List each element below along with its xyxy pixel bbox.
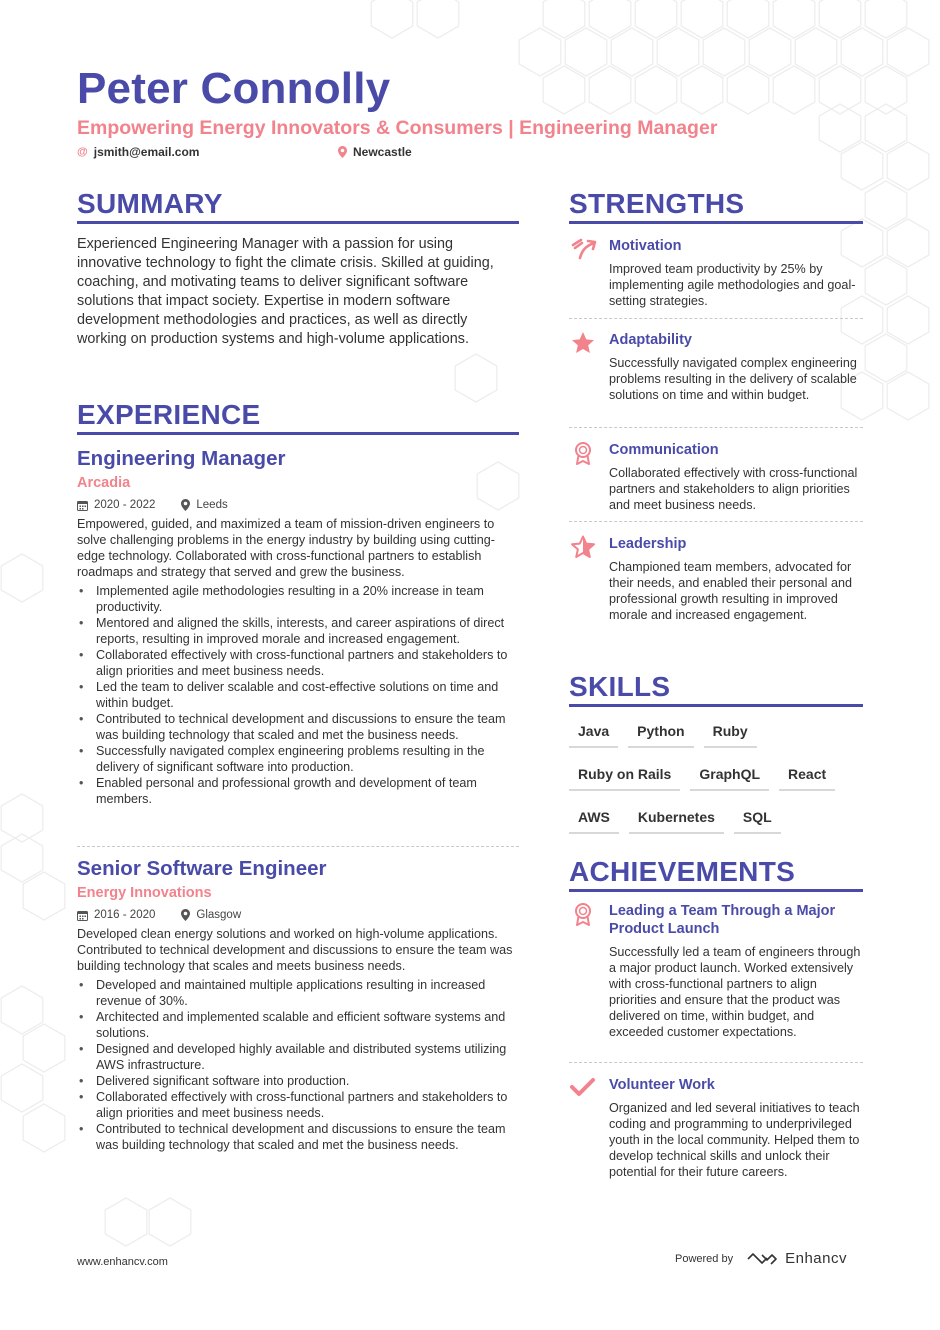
summary-text: Experienced Engineering Manager with a passion for using innovative technology to fight the climate crisis. Skilled at guiding, coaching, and motivating teams to deliver significant software solutions that impact society. Expertise in modern software development methodologies and practices, as well as directly working on production systems and high-volume applications. [77,236,494,347]
powered-by-label: Powered by [675,1252,734,1265]
bullet-item: • Contributed to technical development and discussions to ensure the team was building technology that scaled and met the business needs. [77,1121,519,1153]
at-icon: @ [77,146,88,158]
bullet-item: • Architected and implemented scalable and efficient software systems and solutions. [77,1009,519,1041]
item-divider [569,521,863,522]
strength-item [569,441,863,513]
strength-title: Motivation [609,238,682,254]
skill-tag: Java [569,716,618,748]
skills-row [569,802,863,834]
job-description: Developed clean energy solutions and worked on high-volume applications. Contributed to technical development and discussions to ensure the team was building technology that scales and meets business needs. [77,927,513,973]
star-icon [569,331,599,355]
skill-tag: SQL [734,802,781,834]
strength-title: Adaptability [609,332,692,348]
achievement-item [569,902,863,1040]
bullet-item: • Contributed to technical development and discussions to ensure the team was building technology that scaled and met the business needs. [77,711,519,743]
contact-email[interactable] [77,145,199,159]
strength-title: Leadership [609,536,687,552]
bullet-item: • Delivered significant software into production. [77,1073,519,1089]
job-entry-2 [77,856,519,1153]
job-meta [77,498,519,512]
job-bullets [77,977,519,1153]
bullet-item: • Implemented agile methodologies resulting in a 20% increase in team productivity. [77,583,519,615]
job-entry-1 [77,446,519,807]
experience-heading: EXPERIENCE [77,399,519,435]
strength-title: Communication [609,442,719,458]
job-location: Leeds [196,499,228,511]
strength-item [569,535,863,623]
skill-tag: React [779,759,835,791]
skill-tag: Python [628,716,693,748]
checkmark-icon [569,1076,599,1100]
strength-desc: Championed team members, advocated for their needs, and enabled their personal and professional growth resulting in improved morale and increased engagement. [609,560,852,622]
item-divider [569,427,863,428]
calendar-icon [77,910,88,921]
candidate-name: Peter Connolly [77,64,391,113]
summary-heading: SUMMARY [77,188,519,224]
achievement-title: Volunteer Work [609,1077,715,1093]
skill-tag: Ruby [704,716,757,748]
job-title: Senior Software Engineer [77,857,327,880]
bullet-item: • Collaborated effectively with cross-functional partners and stakeholders to align priorities and meet business needs. [77,647,519,679]
skills-heading: SKILLS [569,671,863,707]
rocket-arrow-icon [569,237,599,261]
job-divider [77,846,519,847]
achievement-title: Leading a Team Through a Major Product Launch [609,903,836,937]
skill-tag: Ruby on Rails [569,759,680,791]
location-pin-icon [181,499,190,511]
skill-tag: Kubernetes [629,802,724,834]
calendar-icon [77,500,88,511]
achievement-desc: Organized and led several initiatives to teach coding and programming to underprivileged youth in the local community. Helped them to develop technical skills and unlock their potential for their future careers. [609,1101,860,1179]
strengths-heading: STRENGTHS [569,188,863,224]
item-divider [569,1062,863,1063]
skills-row [569,759,863,791]
strength-item [569,237,863,309]
strength-desc: Collaborated effectively with cross-functional partners and stakeholders to align priorities and meet business needs. [609,466,858,512]
contact-location [338,145,412,159]
enhancv-logo-icon [745,1251,779,1267]
star-outline-icon [569,535,599,559]
skills-row [569,716,863,748]
location-text: Newcastle [353,145,412,159]
skill-tag: GraphQL [690,759,769,791]
bullet-item: • Enabled personal and professional growth and development of team members. [77,775,519,807]
footer-branding[interactable] [675,1250,847,1267]
job-location: Glasgow [196,909,242,921]
job-bullets [77,583,519,807]
bullet-item: • Developed and maintained multiple applications resulting in increased revenue of 30%. [77,977,519,1009]
bullet-item: • Mentored and aligned the skills, interests, and career aspirations of direct reports, resulting in improved morale and increased engagement. [77,615,519,647]
footer-website[interactable]: www.enhancv.com [77,1256,168,1268]
job-meta [77,908,519,922]
bullet-item: • Led the team to deliver scalable and cost-effective solutions on time and within budget. [77,679,519,711]
skills-list [569,716,863,845]
company-name: Arcadia [77,475,131,491]
location-pin-icon [338,146,347,158]
item-divider [569,318,863,319]
strength-desc: Successfully navigated complex engineering problems resulting in the delivery of scalable solutions on time and within budget. [609,356,857,402]
location-pin-icon [181,909,190,921]
achievement-desc: Successfully led a team of engineers through a major product launch. Worked extensively with cross-functional partners to align priorities and ensure that the product was delivered on time, within budget, and exceeded customer expectations. [609,945,861,1039]
job-dates: 2020 - 2022 [94,499,156,511]
achievement-item [569,1076,863,1180]
job-title: Engineering Manager [77,447,286,470]
job-description: Empowered, guided, and maximized a team of mission-driven engineers to solve challenging problems in the energy industry by building using cutting-edge technology. Collaborated with cross-functional partners to establish roadmaps and strategy that served and grew the business. [77,517,495,579]
achievements-heading: ACHIEVEMENTS [569,856,863,892]
candidate-tagline: Empowering Energy Innovators & Consumers | Engineering Manager [77,117,718,139]
brand-name: Enhancv [785,1250,847,1267]
brand-logo [745,1250,847,1267]
job-dates: 2016 - 2020 [94,909,156,921]
medal-icon [569,902,599,926]
bullet-item: • Designed and developed highly available and distributed systems utilizing AWS infrastructure. [77,1041,519,1073]
strength-item [569,331,863,403]
company-name: Energy Innovations [77,885,212,901]
skill-tag: AWS [569,802,619,834]
bullet-item: • Successfully navigated complex engineering problems resulting in the delivery of significant software into production. [77,743,519,775]
strength-desc: Improved team productivity by 25% by implementing agile methodologies and goal-setting strategies. [609,262,856,308]
medal-icon [569,441,599,465]
bullet-item: • Collaborated effectively with cross-functional partners and stakeholders to align priorities and meet business needs. [77,1089,519,1121]
email-text: jsmith@email.com [93,145,200,159]
